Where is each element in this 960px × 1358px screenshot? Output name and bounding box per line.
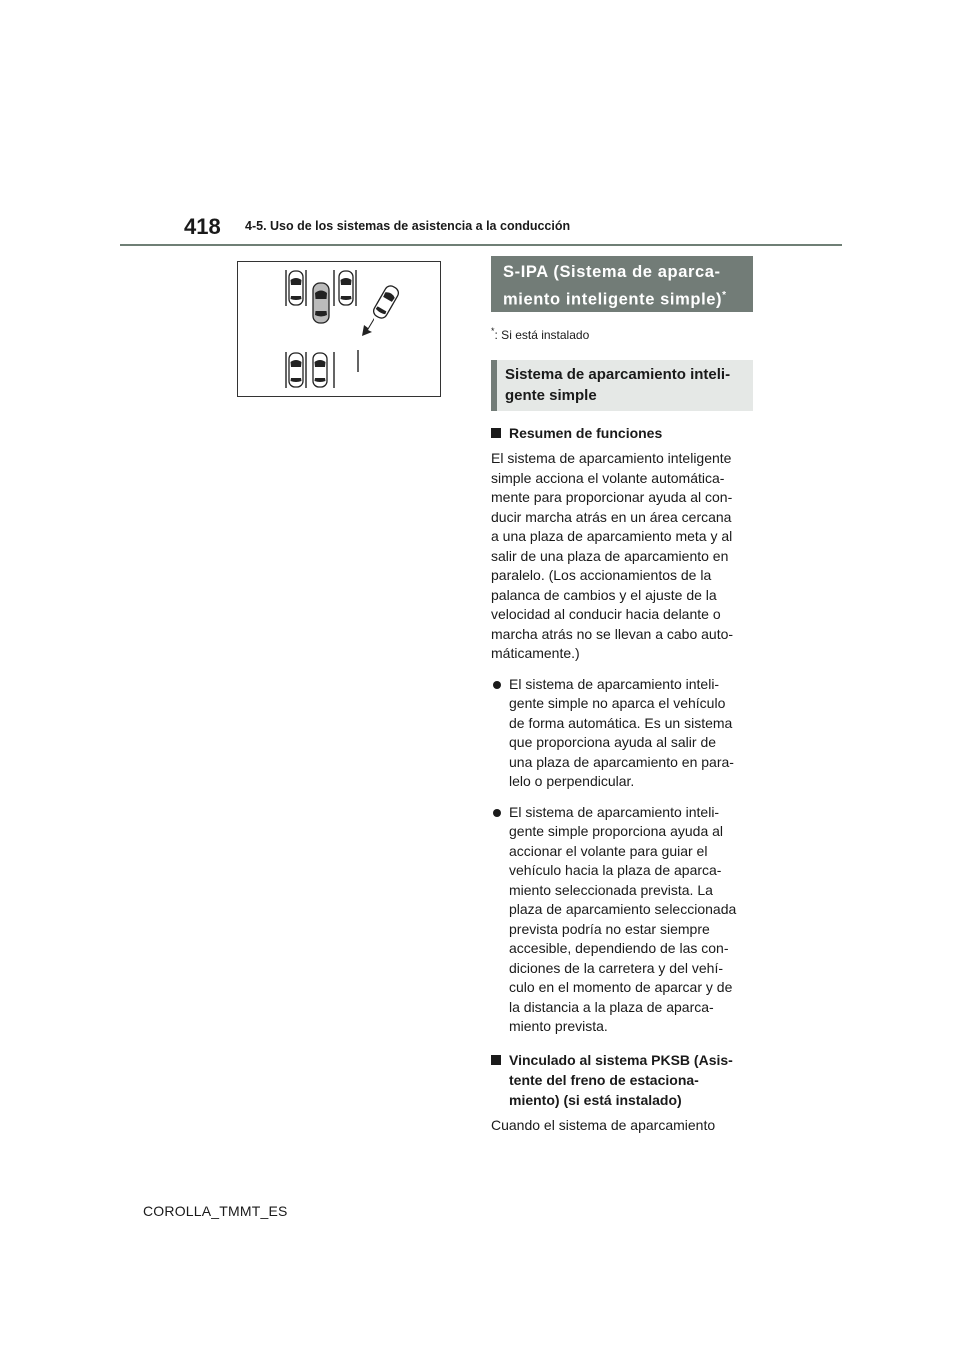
paragraph-line: El sistema de aparcamiento inteligente: [491, 450, 732, 466]
paragraph-line: paralelo. (Los accionamientos de la: [491, 567, 712, 583]
page-number: 418: [184, 214, 221, 239]
parking-illustration: [237, 261, 441, 397]
parked-car-icon: [313, 353, 327, 387]
bullet-line: gente simple no aparca el vehículo: [509, 695, 726, 711]
paragraph-line: velocidad al conducir hacia delante o: [491, 606, 721, 622]
bullet-line: la distancia a la plaza de aparca-: [509, 998, 714, 1015]
paragraph-line: marcha atrás no se llevan a cabo auto-: [491, 625, 734, 642]
section-title-text: miento inteligente simple): [503, 290, 723, 309]
parked-car-icon: [339, 271, 353, 305]
section-heading: [491, 1050, 753, 1110]
section-heading: Resumen de funciones: [491, 423, 753, 443]
subheading-line: Sistema de aparcamiento inteli-: [505, 366, 731, 383]
section-title: [491, 256, 753, 312]
bullet-line: prevista podría no estar siempre: [509, 920, 710, 937]
bullet-line: accesible, dependiendo de las con-: [509, 940, 729, 956]
paragraph-line: palanca de cambios y el ajuste de la: [491, 586, 717, 603]
direction-arrow-icon: [362, 318, 374, 336]
bullet-line: accionar el volante para guiar el: [509, 842, 708, 859]
paragraph-line: máticamente.): [491, 645, 580, 661]
paragraph-line: a una plaza de aparcamiento meta y al: [491, 528, 733, 544]
footnote-text: : Si está instalado: [494, 328, 590, 342]
paragraph-line: salir de una plaza de aparcamiento en: [491, 547, 729, 564]
section-title-line: S-IPA (Sistema de aparca-: [503, 263, 721, 281]
bullet-item: [491, 675, 753, 792]
section-heading-line: miento) (si está instalado): [509, 1091, 682, 1108]
moving-car-icon: [371, 284, 400, 320]
paragraph-line: ducir marcha atrás en un área cercana: [491, 508, 732, 525]
bullet-line: culo en el momento de aparcar y de: [509, 979, 733, 995]
bullet-line: una plaza de aparcamiento en para-: [509, 753, 734, 770]
paragraph-line: mente para proporcionar ayuda al con-: [491, 489, 733, 505]
subheading-line: gente simple: [505, 387, 597, 404]
bullet-line: gente simple proporciona ayuda al: [509, 823, 724, 839]
section-heading-line: tente del freno de estaciona-: [509, 1071, 699, 1088]
running-head: 4-5. Uso de los sistemas de asistencia a la conducción: [245, 219, 571, 233]
subheading: [491, 360, 753, 411]
parking-diagram-svg: [238, 262, 440, 396]
bullet-line: de forma automática. Es un sistema: [509, 714, 733, 731]
paragraph: [491, 449, 753, 664]
section-heading-line: Vinculado al sistema PKSB (Asis-: [509, 1051, 733, 1068]
bullet-line: lelo o perpendicular.: [509, 773, 635, 789]
footnote: [491, 326, 753, 342]
bullet-line: miento prevista.: [509, 1018, 608, 1034]
paragraph-line: simple acciona el volante automática-: [491, 469, 725, 486]
paragraph-line: Cuando el sistema de aparcamiento: [491, 1116, 716, 1133]
bullet-item: [491, 803, 753, 1037]
footnote-marker: *: [722, 290, 727, 301]
bullet-line: que proporciona ayuda al salir de: [509, 734, 717, 750]
bullet-line: El sistema de aparcamiento inteli-: [509, 675, 720, 692]
footnote-marker: *: [491, 326, 495, 336]
bullet-line: diciones de la carretera y del vehí-: [509, 959, 723, 976]
parked-car-icon: [289, 353, 303, 387]
bullet-line: miento seleccionada prevista. La: [509, 881, 713, 898]
header-rule: [120, 244, 842, 246]
highlighted-car-icon: [313, 283, 329, 323]
bullet-line: El sistema de aparcamiento inteli-: [509, 803, 720, 820]
parked-car-icon: [289, 271, 303, 305]
bullet-line: vehículo hacia la plaza de aparca-: [509, 862, 722, 878]
document-footer: COROLLA_TMMT_ES: [143, 1203, 288, 1219]
right-column: [491, 256, 753, 1135]
paragraph: [491, 1116, 753, 1136]
bullet-line: plaza de aparcamiento seleccionada: [509, 901, 737, 917]
section-title-line: [503, 284, 745, 312]
